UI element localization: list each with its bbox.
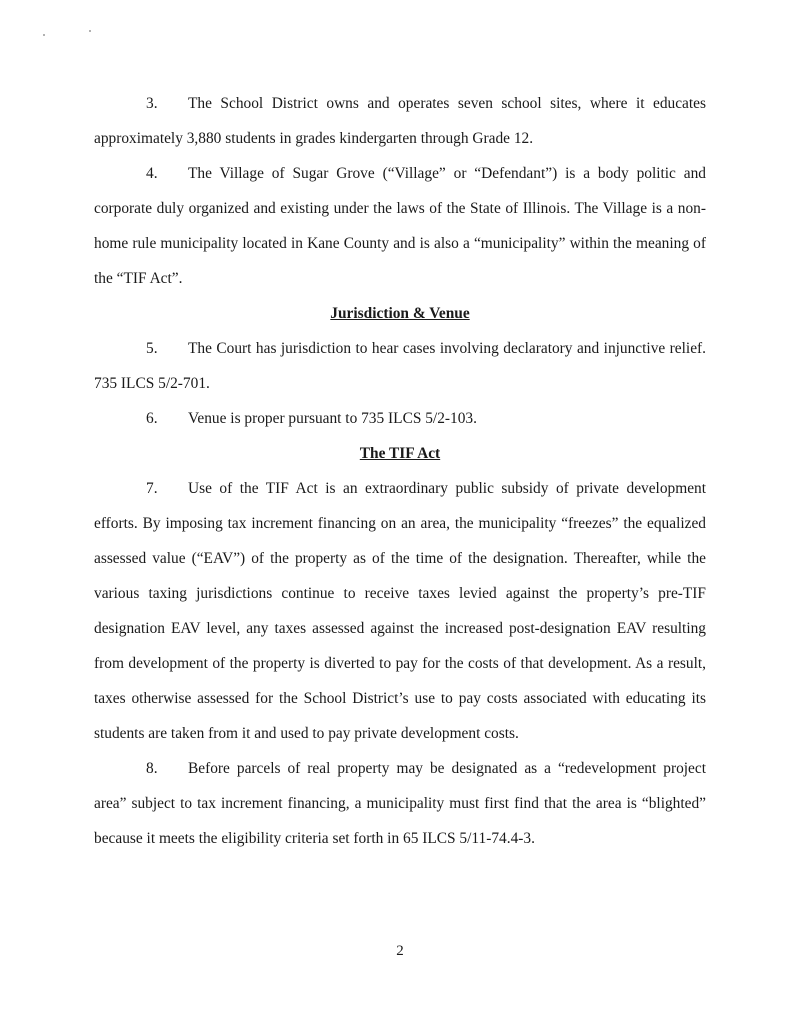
section-heading-tif-act: The TIF Act	[359, 445, 441, 462]
paragraph-5	[94, 331, 706, 401]
paragraph-text: Venue is proper pursuant to 735 ILCS 5/2-103.	[188, 410, 477, 427]
paragraph-6	[94, 401, 706, 436]
paragraph-3	[94, 86, 706, 156]
scan-speck	[89, 30, 91, 32]
paragraph-text: The Village of Sugar Grove (“Village” or “Defendant”) is a body politic and corporate duly organized and existing under the laws of the State of Illinois. The Village is a non-home rule municipality located in Kane County and is also a “municipality” within the meaning of the “TIF Act”.	[94, 165, 706, 287]
document-body	[94, 86, 706, 856]
paragraph-number: 6.	[146, 410, 158, 427]
section-heading-jurisdiction: Jurisdiction & Venue	[330, 305, 470, 322]
paragraph-text: The School District owns and operates seven school sites, where it educates approximately 3,880 students in grades kindergarten through Grade 12.	[94, 95, 706, 147]
paragraph-text: Before parcels of real property may be designated as a “redevelopment project area” subject to tax increment financing, a municipality must first find that the area is “blighted” because it meets the eligibility criteria set forth in 65 ILCS 5/11-74.4-3.	[94, 760, 706, 847]
scan-speck	[43, 34, 45, 36]
paragraph-4	[94, 156, 706, 296]
paragraph-number: 5.	[146, 340, 158, 357]
paragraph-8	[94, 751, 706, 856]
paragraph-text: Use of the TIF Act is an extraordinary public subsidy of private development efforts. By imposing tax increment financing on an area, the municipality “freezes” the equalized assessed value (“EAV”) of the property as of the time of the designation. Thereafter, while the various taxing jurisdictions continue to receive taxes levied against the property’s pre-TIF designation EAV level, any taxes assessed against the increased post-designation EAV resulting from development of the property is diverted to pay for the costs of that development. As a result, taxes otherwise assessed for the School District’s use to pay costs associated with educating its students are taken from it and used to pay private development costs.	[94, 480, 706, 742]
paragraph-number: 7.	[146, 480, 158, 497]
paragraph-number: 8.	[146, 760, 158, 777]
paragraph-text: The Court has jurisdiction to hear cases involving declaratory and injunctive relief. 735 ILCS 5/2-701.	[94, 340, 706, 392]
page-number: 2	[396, 943, 404, 959]
paragraph-number: 4.	[146, 165, 158, 182]
paragraph-number: 3.	[146, 95, 158, 112]
paragraph-7	[94, 471, 706, 751]
